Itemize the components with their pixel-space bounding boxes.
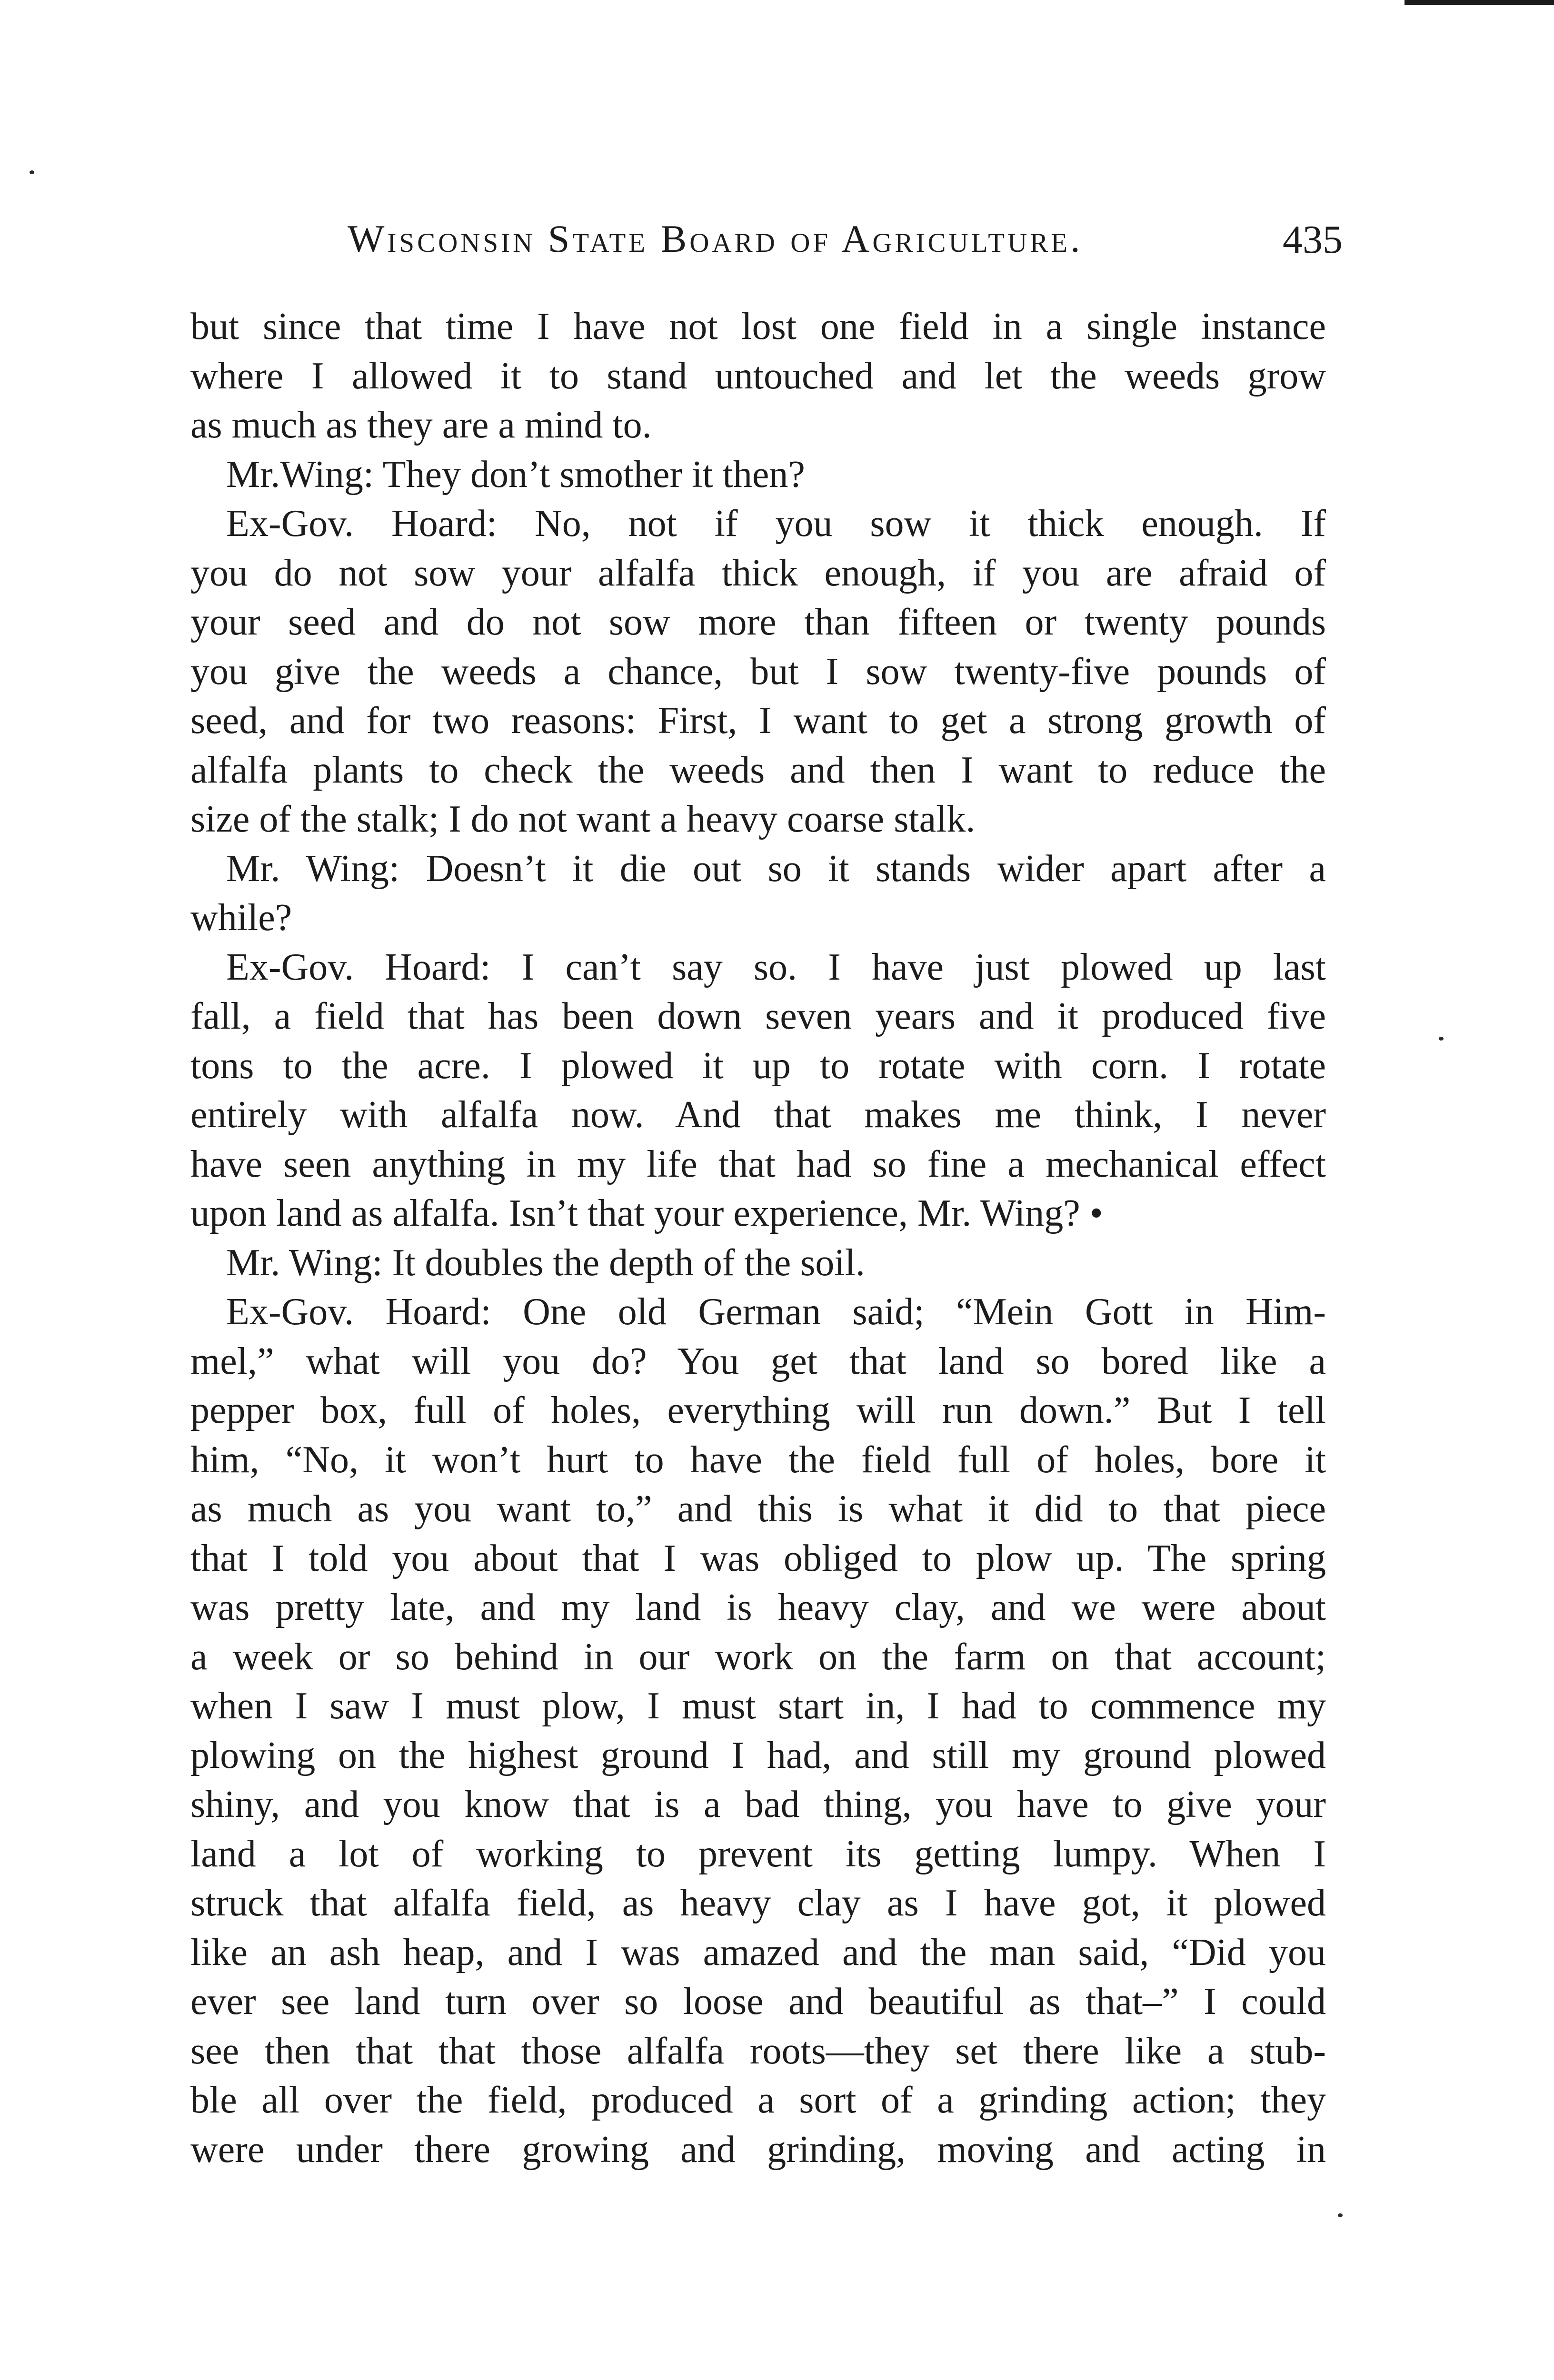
text-line: Ex-Gov. Hoard: One old German said; “Mein Gott in Him- [226,1291,1326,1333]
running-title: Wisconsin State Board of Agriculture. [348,217,1083,260]
text-line: tons to the acre. I plowed it up to rotate with corn. I rotate [190,1044,1326,1087]
text-line: upon land as alfalfa. Isn’t that your experience, Mr. Wing? • [190,1192,1103,1234]
text-line: was pretty late, and my land is heavy clay, and we were about [190,1587,1326,1628]
text-line: fall, a field that has been down seven years and it produced five [190,995,1326,1037]
text-line: struck that alfalfa field, as heavy clay as I have got, it plowed [190,1882,1326,1924]
text-line: Mr.Wing: They don’t smother it then? [226,453,805,496]
text-line: land a lot of working to prevent its getting lumpy. When I [190,1833,1326,1875]
text-line: see then that that those alfalfa roots—they set there like a stub- [190,2030,1326,2072]
text-line: a week or so behind in our work on the farm on that account; [190,1636,1326,1678]
text-line: as much as you want to,” and this is what it did to that piece [190,1488,1326,1530]
top-edge-rule [1405,0,1554,5]
text-line: you do not sow your alfalfa thick enough, if you are afraid of [190,552,1326,594]
ink-speck [30,170,34,174]
text-line: Ex-Gov. Hoard: I can’t say so. I have just plowed up last [226,946,1326,988]
text-line: seed, and for two reasons: First, I want to get a strong growth of [190,700,1326,742]
running-header [348,217,1343,269]
text-line: were under there growing and grinding, moving and acting in [190,2128,1326,2171]
text-line: alfalfa plants to check the weeds and then I want to reduce the [190,749,1326,791]
text-line: shiny, and you know that is a bad thing, you have to give your [190,1784,1326,1825]
text-line: ever see land turn over so loose and beautiful as that–” I could [190,1981,1326,2023]
text-line: where I allowed it to stand untouched and let the weeds grow [190,355,1326,397]
page-number: 435 [1283,218,1343,262]
text-line: plowing on the highest ground I had, and still my ground plowed [190,1734,1326,1776]
text-line: Ex-Gov. Hoard: No, not if you sow it thick enough. If [226,503,1326,545]
text-line: that I told you about that I was obliged to plow up. The spring [190,1537,1326,1579]
text-line: mel,” what will you do? You get that land so bored like a [190,1340,1326,1382]
text-line: when I saw I must plow, I must start in, I had to commence my [190,1685,1326,1727]
text-line: your seed and do not sow more than fifteen or twenty pounds [190,601,1326,643]
text-line: Mr. Wing: Doesn’t it die out so it stands wider apart after a [226,847,1326,890]
text-line: ble all over the field, produced a sort of a grinding action; they [190,2079,1326,2121]
text-line: entirely with alfalfa now. And that makes me think, I never [190,1094,1326,1136]
text-line: while? [190,897,292,939]
text-line: pepper box, full of holes, everything will run down.” But I tell [190,1389,1326,1431]
text-line: you give the weeds a chance, but I sow twenty-five pounds of [190,650,1326,693]
text-line: as much as they are a mind to. [190,404,652,446]
ink-speck [1439,1037,1444,1041]
body-text [190,302,1326,2174]
ink-speck [1338,2213,1343,2217]
text-line: but since that time I have not lost one field in a single instance [190,306,1326,347]
text-line: like an ash heap, and I was amazed and the man said, “Did you [190,1931,1326,1973]
text-line: Mr. Wing: It doubles the depth of the soil. [226,1241,865,1284]
text-line: have seen anything in my life that had so fine a mechanical effect [190,1143,1326,1185]
text-line: size of the stalk; I do not want a heavy coarse stalk. [190,798,976,840]
text-line: him, “No, it won’t hurt to have the field full of holes, bore it [190,1438,1326,1481]
